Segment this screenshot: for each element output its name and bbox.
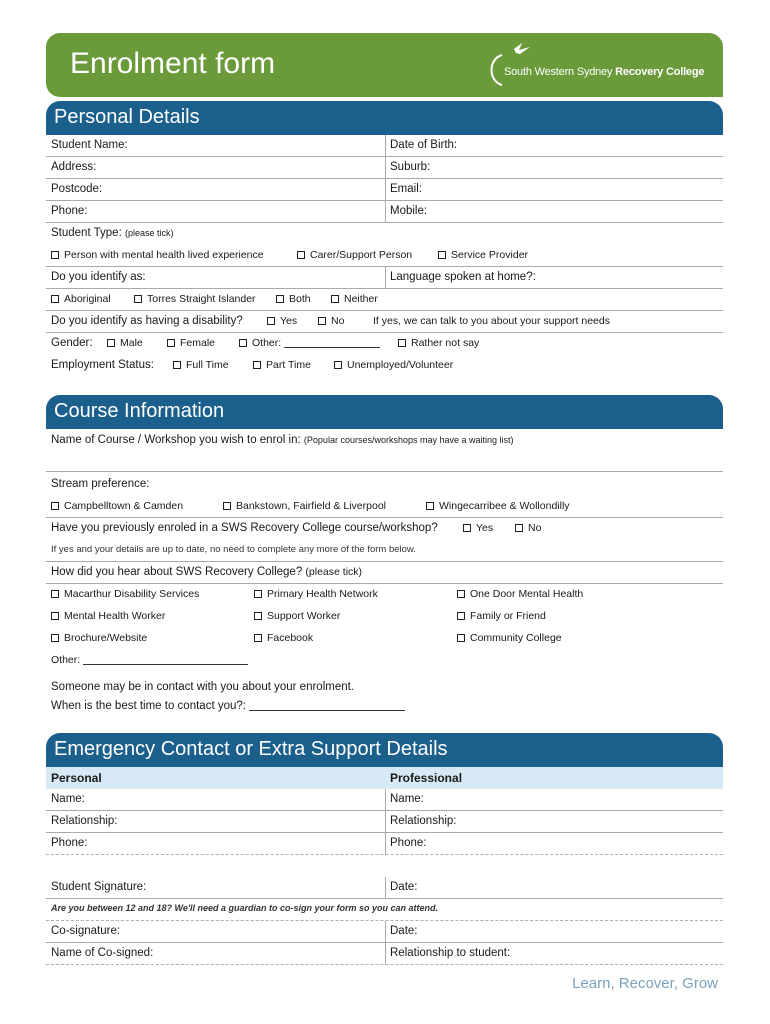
- checkbox-icon: [107, 339, 115, 347]
- student-type-label: Student Type: (please tick): [51, 227, 174, 239]
- employment-row: [46, 355, 723, 377]
- identify-row: [46, 267, 723, 289]
- cosign-name-row: [46, 943, 723, 965]
- checkbox-support-worker[interactable]: Support Worker: [254, 610, 340, 622]
- checkbox-icon: [457, 612, 465, 620]
- checkbox-community-college[interactable]: Community College: [457, 632, 562, 644]
- cosignature-field[interactable]: Co-signature:: [51, 925, 121, 937]
- disability-label: Do you identify as having a disability?: [51, 315, 243, 327]
- disability-row: [46, 311, 723, 333]
- checkbox-family[interactable]: Family or Friend: [457, 610, 546, 622]
- checkbox-mh-worker[interactable]: Mental Health Worker: [51, 610, 165, 622]
- hear-options-row-3: [46, 628, 723, 650]
- hear-row: [46, 562, 723, 584]
- checkbox-icon: [297, 251, 305, 259]
- checkbox-bankstown[interactable]: Bankstown, Fairfield & Liverpool: [223, 500, 386, 512]
- contact-text: Someone may be in contact with you about your enrolment.: [51, 681, 355, 693]
- header-banner: [46, 33, 723, 97]
- checkbox-male[interactable]: Male: [107, 337, 143, 349]
- checkbox-both[interactable]: Both: [276, 293, 311, 305]
- student-name-field[interactable]: Student Name:: [51, 139, 128, 151]
- stream-options: [46, 496, 723, 518]
- checkbox-icon: [51, 295, 59, 303]
- checkbox-icon: [426, 502, 434, 510]
- guardian-note-row: [46, 899, 723, 921]
- personal-subhead: Personal: [51, 771, 102, 785]
- checkbox-unemployed[interactable]: Unemployed/Volunteer: [334, 359, 453, 371]
- previous-note-row: [46, 540, 723, 562]
- checkbox-icon: [334, 361, 342, 369]
- checkbox-previous-yes[interactable]: Yes: [463, 522, 493, 534]
- student-type-options: [46, 245, 723, 267]
- professional-phone-field[interactable]: Phone:: [390, 837, 427, 849]
- checkbox-icon: [51, 612, 59, 620]
- best-time-field[interactable]: When is the best time to contact you?:: [51, 700, 405, 712]
- checkbox-icon: [51, 590, 59, 598]
- checkbox-icon: [457, 634, 465, 642]
- previous-row: [46, 518, 723, 540]
- address-field[interactable]: Address:: [51, 161, 97, 173]
- hear-label: How did you hear about SWS Recovery College? (please tick): [51, 566, 363, 578]
- checkbox-campbelltown[interactable]: Campbelltown & Camden: [51, 500, 183, 512]
- checkbox-macarthur[interactable]: Macarthur Disability Services: [51, 588, 199, 600]
- personal-details-header: Personal Details: [46, 101, 723, 135]
- college-logo: [486, 41, 706, 91]
- checkbox-lived-experience[interactable]: Person with mental health lived experience: [51, 249, 264, 261]
- emergency-subhead: [46, 767, 723, 789]
- emergency-relationship-row: [46, 811, 723, 833]
- emergency-header: Emergency Contact or Extra Support Details: [46, 733, 723, 767]
- checkbox-icon: [463, 524, 471, 532]
- relationship-student-field[interactable]: Relationship to student:: [390, 947, 511, 959]
- checkbox-other[interactable]: Other:: [239, 337, 380, 349]
- professional-name-field[interactable]: Name:: [390, 793, 424, 805]
- checkbox-wingecarribee[interactable]: Wingecarribee & Wollondilly: [426, 500, 570, 512]
- stream-label: Stream preference:: [51, 478, 150, 490]
- phone-field[interactable]: Phone:: [51, 205, 88, 217]
- course-info-header: Course Information: [46, 395, 723, 429]
- checkbox-icon: [51, 634, 59, 642]
- checkbox-icon: [223, 502, 231, 510]
- cosign-row: [46, 921, 723, 943]
- checkbox-icon: [267, 317, 275, 325]
- checkbox-part-time[interactable]: Part Time: [253, 359, 311, 371]
- hear-options-row-1: [46, 584, 723, 606]
- logo-text: South Western Sydney Recovery College: [504, 66, 705, 78]
- form-title: Enrolment form: [70, 47, 276, 80]
- gender-row: [46, 333, 723, 355]
- professional-relationship-field[interactable]: Relationship:: [390, 815, 457, 827]
- cosign-date-field[interactable]: Date:: [390, 925, 418, 937]
- address-row: [46, 157, 723, 179]
- course-name-field[interactable]: Name of Course / Workshop you wish to enrol in: (Popular courses/workshops may have a waiting list): [51, 434, 514, 446]
- checkbox-icon: [253, 361, 261, 369]
- checkbox-brochure[interactable]: Brochure/Website: [51, 632, 147, 644]
- checkbox-icon: [254, 590, 262, 598]
- checkbox-female[interactable]: Female: [167, 337, 215, 349]
- student-type-row: [46, 223, 723, 245]
- checkbox-icon: [276, 295, 284, 303]
- cosigned-name-field[interactable]: Name of Co-signed:: [51, 947, 154, 959]
- checkbox-icon: [134, 295, 142, 303]
- checkbox-icon: [51, 251, 59, 259]
- checkbox-icon: [438, 251, 446, 259]
- disability-note: If yes, we can talk to you about your support needs: [373, 315, 610, 327]
- checkbox-previous-no[interactable]: No: [515, 522, 541, 534]
- hear-options-row-2: [46, 606, 723, 628]
- professional-subhead: Professional: [390, 771, 463, 785]
- footer-tagline: Learn, Recover, Grow: [572, 975, 718, 992]
- student-name-row: [46, 135, 723, 157]
- contact-row-2: [46, 696, 723, 718]
- checkbox-one-door[interactable]: One Door Mental Health: [457, 588, 583, 600]
- gender-label: Gender:: [51, 337, 93, 349]
- checkbox-full-time[interactable]: Full Time: [173, 359, 229, 371]
- suburb-field[interactable]: Suburb:: [390, 161, 431, 173]
- checkbox-icon: [167, 339, 175, 347]
- checkbox-icon: [398, 339, 406, 347]
- checkbox-icon: [51, 502, 59, 510]
- guardian-note: Are you between 12 and 18? We'll need a guardian to co-sign your form so you can attend.: [51, 903, 439, 913]
- signature-row: [46, 877, 723, 899]
- personal-relationship-field[interactable]: Relationship:: [51, 815, 118, 827]
- emergency-name-row: [46, 789, 723, 811]
- personal-name-field[interactable]: Name:: [51, 793, 85, 805]
- postcode-field[interactable]: Postcode:: [51, 183, 103, 195]
- checkbox-neither[interactable]: Neither: [331, 293, 378, 305]
- dob-field[interactable]: Date of Birth:: [390, 139, 458, 151]
- checkbox-phn[interactable]: Primary Health Network: [254, 588, 378, 600]
- employment-label: Employment Status:: [51, 359, 154, 371]
- identify-label: Do you identify as:: [51, 271, 146, 283]
- checkbox-service-provider[interactable]: Service Provider: [438, 249, 528, 261]
- checkbox-icon: [457, 590, 465, 598]
- checkbox-carer[interactable]: Carer/Support Person: [297, 249, 412, 261]
- checkbox-disability-no[interactable]: No: [318, 315, 344, 327]
- stream-row: [46, 474, 723, 496]
- checkbox-icon: [515, 524, 523, 532]
- hear-other-row: [46, 650, 723, 672]
- course-name-row: [46, 430, 723, 472]
- email-field[interactable]: Email:: [390, 183, 422, 195]
- checkbox-icon: [239, 339, 247, 347]
- phone-row: [46, 201, 723, 223]
- postcode-row: [46, 179, 723, 201]
- checkbox-disability-yes[interactable]: Yes: [267, 315, 297, 327]
- emergency-phone-row: [46, 833, 723, 855]
- hear-other-field[interactable]: Other:: [51, 654, 248, 666]
- checkbox-icon: [173, 361, 181, 369]
- mobile-field[interactable]: Mobile:: [390, 205, 428, 217]
- personal-phone-field[interactable]: Phone:: [51, 837, 88, 849]
- checkbox-icon: [254, 634, 262, 642]
- previous-label: Have you previously enroled in a SWS Recovery College course/workshop?: [51, 522, 438, 534]
- language-field[interactable]: Language spoken at home?:: [390, 271, 536, 283]
- student-signature-field[interactable]: Student Signature:: [51, 881, 147, 893]
- checkbox-torres-strait[interactable]: Torres Straight Islander: [134, 293, 256, 305]
- checkbox-icon: [318, 317, 326, 325]
- signature-date-field[interactable]: Date:: [390, 881, 418, 893]
- checkbox-rather-not-say[interactable]: Rather not say: [398, 337, 479, 349]
- checkbox-icon: [254, 612, 262, 620]
- checkbox-icon: [331, 295, 339, 303]
- checkbox-facebook[interactable]: Facebook: [254, 632, 313, 644]
- identify-options: [46, 289, 723, 311]
- previous-note: If yes and your details are up to date, no need to complete any more of the form below.: [51, 544, 416, 555]
- checkbox-aboriginal[interactable]: Aboriginal: [51, 293, 111, 305]
